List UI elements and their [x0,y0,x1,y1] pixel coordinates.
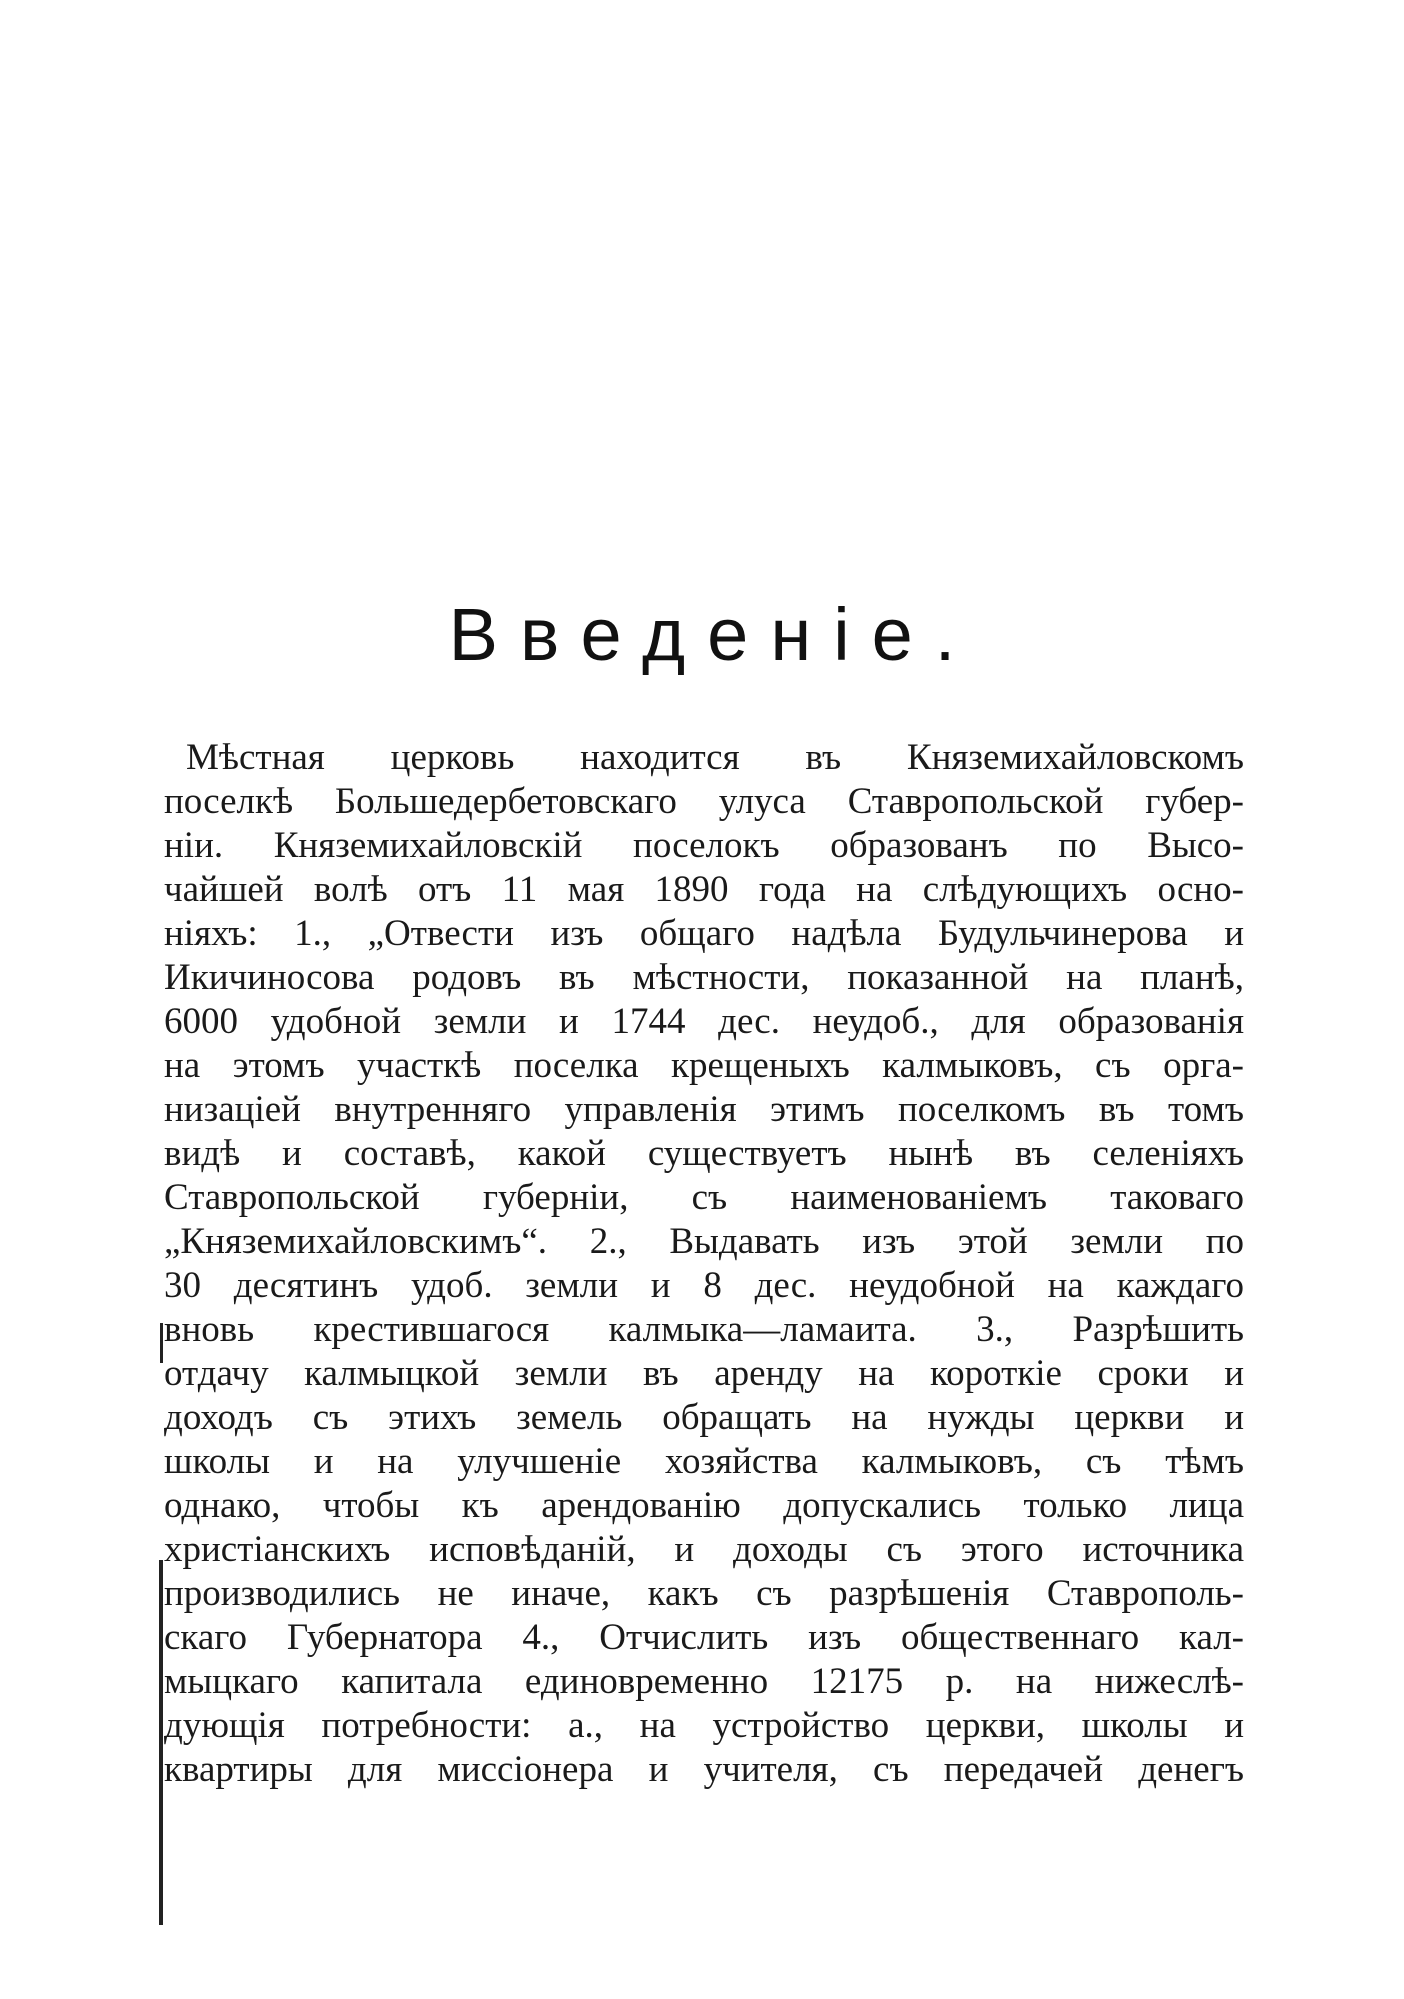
text-line: квартиры для миссiонера и учителя, съ передачей денегъ [164,1749,1244,1790]
text-line: Мѣстная церковь находится въ Княземихайловскомъ [186,737,1244,778]
text-line: видѣ и составѣ, какой существуетъ нынѣ въ селенiяхъ [164,1133,1244,1174]
text-line: дующiя потребности: а., на устройство церкви, школы и [164,1705,1244,1746]
margin-rule [159,1560,163,1925]
text-line: Икичиносова родовъ въ мѣстности, показанной на планѣ, [164,957,1244,998]
text-line: поселкѣ Большедербетовскаго улуса Ставропольской губер- [164,781,1244,822]
text-line: вновь крестившагося калмыка—ламаита. 3., Разрѣшить [164,1309,1244,1350]
chapter-title: Введенiе. [448,593,978,676]
text-line: „Княземихайловскимъ“. 2., Выдавать изъ этой земли по [164,1221,1244,1262]
text-line: отдачу калмыцкой земли въ аренду на короткiе сроки и [164,1353,1244,1394]
text-line: производились не иначе, какъ съ разрѣшенiя Ставрополь- [164,1573,1244,1614]
text-line: скаго Губернатора 4., Отчислить изъ общественнаго кал- [164,1617,1244,1658]
margin-mark [160,1323,163,1363]
text-line: однако, чтобы къ арендованiю допускались только лица [164,1485,1244,1526]
text-line: на этомъ участкѣ поселка крещеныхъ калмыковъ, съ орга- [164,1045,1244,1086]
text-line: школы и на улучшенiе хозяйства калмыковъ, съ тѣмъ [164,1441,1244,1482]
text-line: 6000 удобной земли и 1744 дес. неудоб., для образованiя [164,1001,1244,1042]
text-line: нiяхъ: 1., „Отвести изъ общаго надѣла Будульчинерова и [164,913,1244,954]
text-line: мыцкаго капитала единовременно 12175 р. на нижеслѣ- [164,1661,1244,1702]
text-line: Ставропольской губернiи, съ наименованiемъ таковаго [164,1177,1244,1218]
text-line: 30 десятинъ удоб. земли и 8 дес. неудобной на каждаго [164,1265,1244,1306]
text-line: христiанскихъ исповѣданiй, и доходы съ этого источника [164,1529,1244,1570]
text-line: доходъ съ этихъ земель обращать на нужды церкви и [164,1397,1244,1438]
text-line: чайшей волѣ отъ 11 мая 1890 года на слѣдующихъ осно- [164,869,1244,910]
text-line: низацiей внутренняго управленiя этимъ поселкомъ въ томъ [164,1089,1244,1130]
body-text [164,736,1244,1792]
text-line: нiи. Княземихайловскiй поселокъ образованъ по Высо- [164,825,1244,866]
